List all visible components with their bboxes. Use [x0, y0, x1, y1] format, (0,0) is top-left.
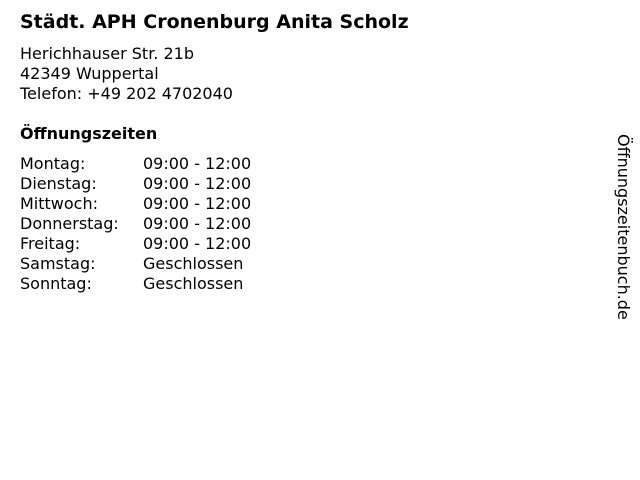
day-label: Sonntag:	[20, 274, 92, 293]
time-value: Geschlossen	[143, 254, 244, 273]
day-label: Samstag:	[20, 254, 96, 273]
time-value: 09:00 - 12:00	[143, 194, 252, 213]
site-watermark-text: Öffnungszeitenbuch.de	[614, 134, 633, 320]
time-value: 09:00 - 12:00	[143, 154, 252, 173]
business-name: Städt. APH Cronenburg Anita Scholz	[20, 11, 409, 33]
phone-number: Telefon: +49 202 4702040	[20, 84, 233, 103]
time-value: 09:00 - 12:00	[143, 234, 252, 253]
day-label: Montag:	[20, 154, 86, 173]
street-address: Herichhauser Str. 21b	[20, 44, 194, 63]
time-value: Geschlossen	[143, 274, 244, 293]
time-value: 09:00 - 12:00	[143, 214, 252, 233]
time-value: 09:00 - 12:00	[143, 174, 252, 193]
day-label: Donnerstag:	[20, 214, 119, 233]
day-label: Mittwoch:	[20, 194, 98, 213]
city-postal: 42349 Wuppertal	[20, 64, 159, 83]
opening-hours-heading: Öffnungszeiten	[20, 124, 158, 143]
day-label: Dienstag:	[20, 174, 97, 193]
address-block	[20, 44, 233, 104]
day-label: Freitag:	[20, 234, 81, 253]
